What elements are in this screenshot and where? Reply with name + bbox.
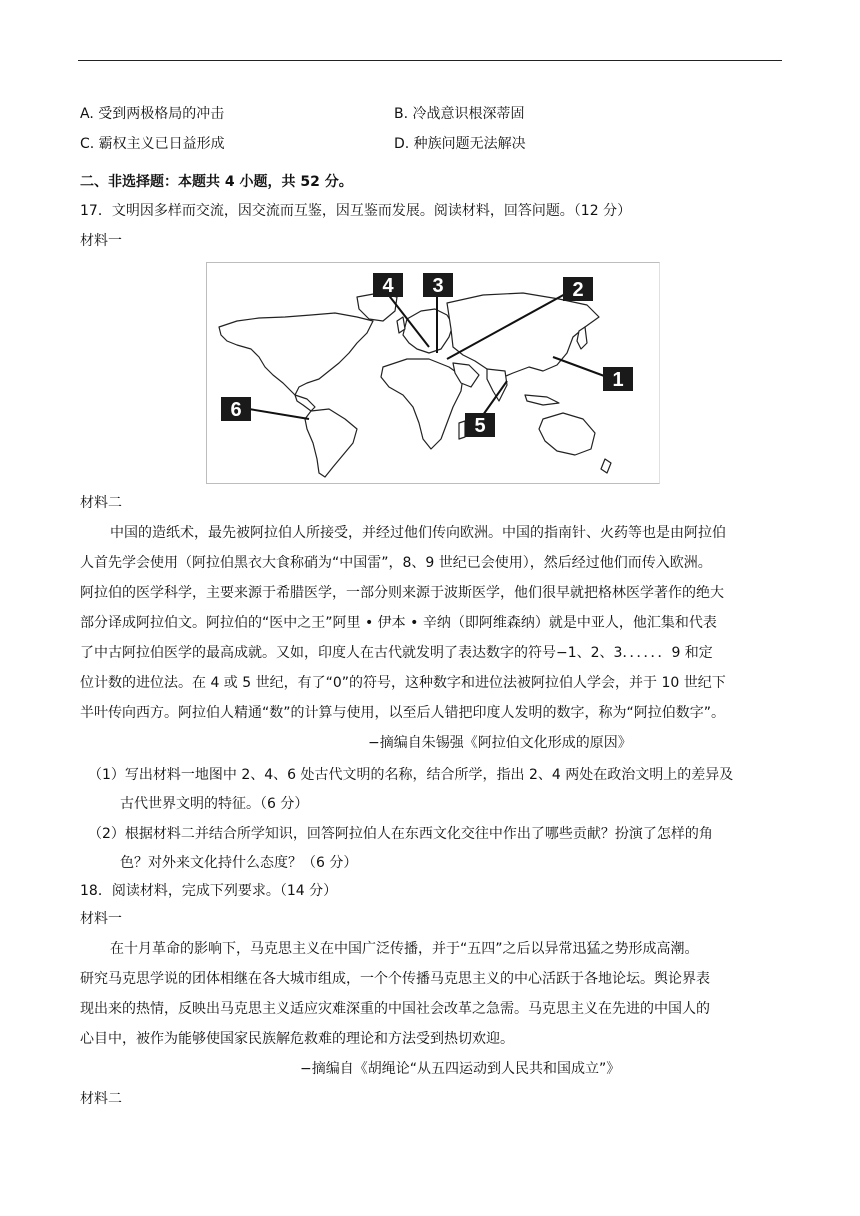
q18-material1-line: 现出来的热情，反映出马克思主义适应灾难深重的中国社会改革之急需。马克思主义在先进的中国人的 bbox=[80, 1001, 710, 1017]
q17-material2-line: 位计数的进位法。在 4 或 5 世纪，有了“0”的符号，这种数字和进位法被阿拉伯人学会，并于 10 世纪下 bbox=[80, 675, 726, 691]
svg-text:1: 1 bbox=[612, 369, 624, 391]
madagascar-shape bbox=[459, 421, 465, 439]
svg-text:3: 3 bbox=[432, 275, 444, 297]
q18-stem: 18．阅读材料，完成下列要求。（14 分） bbox=[80, 883, 338, 899]
q18-material1-line: 研究马克思学说的团体相继在各大城市组成，一个个传播马克思主义的中心活跃于各地论坛。舆论界表 bbox=[80, 971, 710, 987]
marker-5 bbox=[465, 413, 495, 437]
marker-1 bbox=[603, 367, 633, 391]
section-heading: 二、非选择题：本题共 4 小题，共 52 分。 bbox=[80, 174, 353, 190]
central-america-shape bbox=[295, 395, 315, 411]
q17-stem: 17．文明因多样而交流，因交流而互鉴，因互鉴而发展。阅读材料，回答问题。（12 分） bbox=[80, 203, 632, 219]
south-america-shape bbox=[305, 409, 357, 477]
q17-material2-line: 人首先学会使用（阿拉伯黑衣大食称硝为“中国雷”，8、9 世纪已会使用），然后经过他们而传入欧洲。 bbox=[80, 555, 712, 571]
option-b: B. 冷战意识根深蒂固 bbox=[394, 106, 525, 122]
q17-material2-source: −摘编自朱锡强《阿拉伯文化形成的原因》 bbox=[368, 735, 632, 751]
q17-material2-line: 部分译成阿拉伯文。阿拉伯的“医中之王”阿里 • 伊本 • 辛纳（即阿维森纳）就是中亚人，他汇集和代表 bbox=[80, 615, 717, 631]
new-zealand-shape bbox=[601, 459, 611, 473]
q18-material1-source: −摘编自《胡绳论“从五四运动到人民共和国成立”》 bbox=[300, 1061, 621, 1077]
q17-sub2-line1: （2）根据材料二并结合所学知识，回答阿拉伯人在东西文化交往中作出了哪些贡献？扮演了怎样的角 bbox=[88, 826, 713, 842]
svg-text:6: 6 bbox=[230, 399, 242, 421]
svg-text:5: 5 bbox=[474, 415, 486, 437]
australia-shape bbox=[539, 413, 595, 455]
option-c: C. 霸权主义已日益形成 bbox=[80, 136, 225, 152]
header-rule bbox=[78, 60, 782, 61]
marker-6 bbox=[221, 397, 251, 421]
q17-sub1-line2: 古代世界文明的特征。（6 分） bbox=[120, 796, 309, 812]
marker-4 bbox=[373, 273, 403, 297]
q17-material2-line: 了中古阿拉伯医学的最高成就。又如，印度人在古代就发明了表达数字的符号−1、2、3．．．．．．9 和定 bbox=[80, 645, 713, 661]
q17-material2-line: 半叶传向西方。阿拉伯人精通“数”的计算与使用，以至后人错把印度人发明的数字，称为“阿拉伯数字”。 bbox=[80, 705, 726, 721]
svg-text:4: 4 bbox=[382, 275, 394, 297]
africa-shape bbox=[381, 359, 463, 449]
q17-sub2-line2: 色？对外来文化持什么态度？（6 分） bbox=[120, 855, 358, 871]
marker-3 bbox=[423, 273, 453, 297]
q18-material1-label: 材料一 bbox=[80, 911, 122, 927]
marker-2 bbox=[563, 277, 593, 301]
pointer-1 bbox=[553, 357, 607, 377]
q17-material1-label: 材料一 bbox=[80, 233, 122, 249]
option-a: A. 受到两极格局的冲击 bbox=[80, 106, 225, 122]
svg-text:2: 2 bbox=[572, 279, 584, 301]
q17-material2-label: 材料二 bbox=[80, 495, 122, 511]
world-map-svg bbox=[207, 263, 659, 483]
world-map bbox=[206, 262, 660, 484]
q18-material2-label: 材料二 bbox=[80, 1091, 122, 1107]
q17-material2-line: 阿拉伯的医学科学，主要来源于希腊医学，一部分则来源于波斯医学，他们很早就把格林医学著作的绝大 bbox=[80, 585, 724, 601]
option-d: D. 种族问题无法解决 bbox=[394, 136, 526, 152]
pointer-6 bbox=[249, 409, 309, 419]
q18-material1-line: 心目中，被作为能够使国家民族解危救难的理论和方法受到热切欢迎。 bbox=[80, 1031, 514, 1047]
q17-material2-line: 中国的造纸术，最先被阿拉伯人所接受，并经过他们传向欧洲。中国的指南针、火药等也是由阿拉伯 bbox=[110, 525, 726, 541]
north-america-shape bbox=[219, 313, 373, 395]
q18-material1-line: 在十月革命的影响下，马克思主义在中国广泛传播，并于“五四”之后以异常迅猛之势形成高潮。 bbox=[110, 941, 699, 957]
q17-sub1-line1: （1）写出材料一地图中 2、4、6 处古代文明的名称，结合所学，指出 2、4 两处在政治文明上的差异及 bbox=[88, 767, 734, 783]
indonesia-shape bbox=[525, 395, 559, 405]
